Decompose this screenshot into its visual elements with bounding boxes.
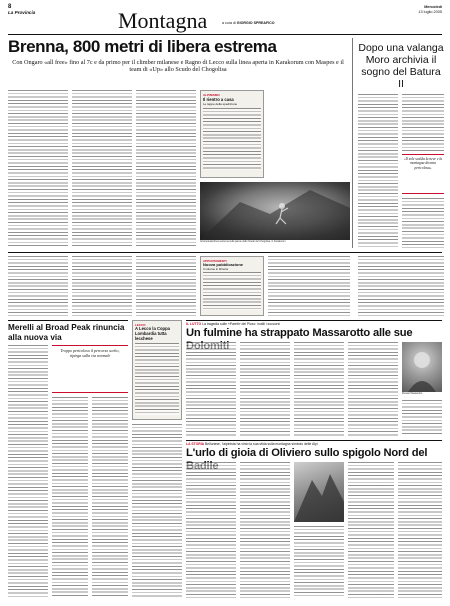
main-story-col-2: [72, 90, 132, 248]
right-headline: Dopo una valanga Moro archivia il sogno del Batura II: [358, 42, 444, 90]
mid-rule: [8, 252, 442, 253]
lower-box: [200, 256, 264, 316]
tragedy-col-2: [240, 342, 290, 436]
main-photo: [200, 182, 350, 240]
merelli-pullquote: Troppo pericoloso il percorso scelto, ripiega sulla via normale: [60, 348, 120, 358]
main-photo-caption: Arrampicata libera estrema sulla parete dello Scudo del Chogolisa, in Karakorum: [200, 240, 286, 243]
byline-prefix: a cura di: [222, 21, 236, 25]
mountain-illustration: [294, 462, 344, 522]
oliviero-rule: [186, 440, 442, 441]
lecco-continue: [132, 424, 182, 598]
tragedy-kicker: IL LUTTO: [186, 322, 202, 326]
right-story-col-2a: [402, 94, 444, 152]
lecco-body: [135, 343, 179, 415]
section-byline: [222, 21, 275, 25]
tragedy-rule: [186, 320, 442, 321]
lecco-kicker: LECCO: [135, 323, 146, 327]
tragedy-col-3: [294, 342, 344, 436]
merelli-pullquote-box: [52, 345, 128, 393]
lower-box-subtitle: Il volume in libreria: [203, 266, 229, 271]
tragedy-col-5: [402, 400, 442, 436]
page-header-right: [418, 5, 442, 14]
merelli-headline: Merelli al Broad Peak rinuncia alla nuova via: [8, 323, 125, 342]
oliviero-headline: L'urlo di gioia di Oliviero sullo spigolo Nord del: [186, 447, 428, 459]
oliviero-col-5: [398, 462, 442, 598]
page-number: 8: [8, 4, 12, 10]
oliviero-col-1: [186, 462, 236, 598]
merelli-col-2: [52, 397, 88, 598]
left-col-continue-2: [72, 256, 132, 316]
tragedy-strap-line: [186, 322, 442, 326]
climber-illustration: [200, 182, 350, 240]
main-subhead: Con Ongaro «all free» fino al 7c e da primo per il climber milanese e Ragno di Lecco sulla linea aperta in Karakorum con Maspes e il team di «Up» allo Scudo del Chogolisa: [12, 59, 344, 74]
newspaper-name: La Provincia: [8, 10, 36, 15]
oliviero-kicker: LA STORIA: [186, 442, 205, 446]
sidebar-kicker: ALPINISMO: [203, 93, 220, 97]
header-date: 13 luglio 2005: [418, 9, 442, 14]
sidebar-body: [203, 108, 261, 170]
column-divider: [352, 38, 353, 248]
page-header-left: [8, 4, 68, 15]
tragedy-col-1: [186, 342, 236, 436]
oliviero-col-2: [240, 462, 290, 598]
tragedy-strap: La tragedia sulle «Pareti» del Pizzo: inutili i soccorsi: [202, 322, 280, 326]
right-story-end: [358, 256, 444, 316]
byline-name: GIORGIO SPREAFICO: [236, 21, 275, 25]
oliviero-strap-line: [186, 442, 442, 446]
lower-box-kicker: APPUNTAMENTI: [203, 259, 227, 263]
lower-box-body: [203, 272, 261, 310]
oliviero-strap: Bellunese, l'alpinista ha vinto la sua sfida sulla montagna simbolo delle Alpi: [205, 442, 318, 446]
portrait-illustration: [402, 342, 442, 392]
main-story-col-3: [136, 90, 196, 248]
oliviero-col-4: [348, 462, 394, 598]
tragedy-photo: [402, 342, 442, 392]
right-pullquote: «Il sole scalda la neve e la montagna diventa pericolosa»: [403, 157, 443, 170]
right-story-col-1: [358, 94, 398, 248]
oliviero-col-3: [294, 526, 344, 598]
main-headline: Brenna, 800 metri di libera estrema: [8, 37, 277, 56]
oliviero-photo: [294, 462, 344, 522]
tragedy-col-4: [348, 342, 398, 436]
merelli-rule: [8, 320, 128, 321]
right-pullquote-box: [402, 154, 444, 194]
right-story-col-2b: [402, 198, 444, 248]
lecco-box: [132, 320, 182, 420]
sidebar-title: Il rientro a casa: [203, 97, 234, 102]
section-rule: [8, 34, 442, 35]
section-title: Montagna: [118, 8, 208, 33]
sidebar-box: [200, 90, 264, 178]
left-col-continue-1: [8, 256, 68, 316]
header-day: Mercoledì: [424, 5, 442, 9]
merelli-col-3: [92, 397, 128, 598]
sidebar-subtitle: Le tappe della spedizione: [203, 101, 238, 106]
lower-box-title: Nuova pubblicazione: [203, 262, 244, 267]
tragedy-headline: Un fulmine ha strappato Massarotto alle sue: [186, 327, 413, 339]
merelli-col-1: [8, 345, 48, 598]
tragedy-photo-caption: Renato Massarotto: [402, 392, 423, 395]
main-story-end: [268, 256, 350, 316]
lecco-title: A Lecco la Coppa Lombardia tutta lecchese: [135, 326, 170, 341]
main-story-col-1: [8, 90, 68, 248]
left-col-continue-3: [136, 256, 196, 316]
